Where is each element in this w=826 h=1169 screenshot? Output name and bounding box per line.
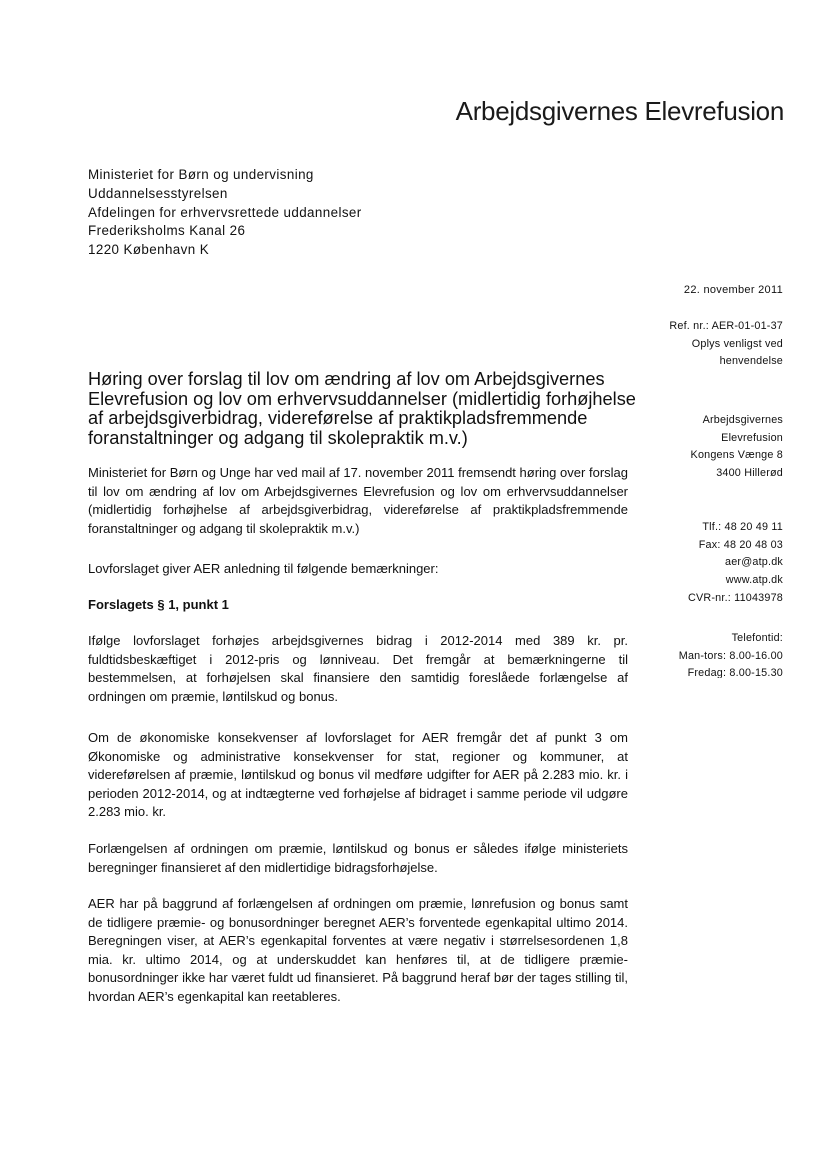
- phone-number: Tlf.: 48 20 49 11: [702, 521, 783, 533]
- phone-hours-line: Fredag: 8.00-15.30: [687, 667, 783, 678]
- body-paragraph: Ministeriet for Børn og Unge har ved mail af 17. november 2011 fremsendt høring over forslag til lov om ændring af lov om Arbejdsgivernes Elevrefusion og lov om erhvervsuddannelser (midlertidig forhøjhelse af arbejdsgiverbidrag, videreførelse af praktikpladsfremmende foranstaltninger og adgang til skolepraktik m.v.): [88, 465, 628, 536]
- reference-line: Oplys venligst ved: [691, 337, 783, 350]
- recipient-line: 1220 København K: [88, 242, 210, 258]
- sender-address: [691, 412, 783, 483]
- letter-date: 22. november 2011: [683, 284, 783, 296]
- sender-address-line: Elevrefusion: [721, 431, 783, 444]
- email-address: aer@atp.dk: [725, 556, 783, 569]
- phone-hours: [679, 630, 783, 678]
- website-address: www.atp.dk: [725, 574, 783, 587]
- recipient-address: [88, 166, 362, 260]
- reference-line: Ref. nr.: AER-01-01-37: [669, 320, 783, 332]
- sender-address-line: 3400 Hillerød: [716, 467, 783, 480]
- sender-address-line: Arbejdsgivernes: [702, 414, 783, 426]
- body-paragraph: AER har på baggrund af forlængelsen af ordningen om præmie, lønrefusion og bonus samt de tidligere præmie- og bonusordninger beregnet AER’s forventede egenkapital ultimo 2014. Beregningen viser, at AER’s egenkapital forventes at være negativ i størrelsesordenen 1,8 mia. kr. ultimo 2014, og at underskuddet kan henføres til, at de tidligere præmie-bonusordninger ikke har været fuldt ud finansieret. På baggrund heraf bør der tages stilling til, hvordan AER’s egenkapital kan reetableres.: [88, 896, 628, 1004]
- phone-hours-line: Man-tors: 8.00-16.00: [678, 649, 783, 662]
- sender-address-line: Kongens Vænge 8: [690, 449, 783, 462]
- organization-logo-text: Arbejdsgivernes Elevrefusion: [455, 96, 784, 126]
- body-paragraph: Om de økonomiske konsekvenser af lovforslaget for AER fremgår det af punkt 3 om Økonomiske og administrative konsekvenser for stat, regioner og kommuner, at videreførelsen af præmie, løntilskud og bonus vil medføre udgifter for AER på 2.283 mio. kr. i perioden 2012-2014, og at indtægterne ved forhøjelse af bidraget i samme periode vil udgøre 2.283 mio. kr.: [88, 730, 628, 819]
- recipient-line: Afdelingen for erhvervsrettede uddannelser: [88, 204, 362, 220]
- recipient-line: Uddannelsesstyrelsen: [88, 185, 228, 201]
- phone-hours-label: Telefontid:: [731, 632, 783, 644]
- recipient-line: Ministeriet for Børn og undervisning: [88, 167, 314, 182]
- body-paragraph: Forlængelsen af ordningen om præmie, løntilskud og bonus er således ifølge ministeriets beregninger finansieret af den midlertidige bidragsforhøjelse.: [88, 841, 628, 875]
- section-title: Forslagets § 1, punkt 1: [88, 597, 229, 612]
- letter-heading: Høring over forslag til lov om ændring af lov om Arbejdsgivernes Elevrefusion og lov om erhvervsuddannelser (midlertidig forhøjhelse af arbejdsgiverbidrag, videreførelse af praktikpladsfremmende foranstaltninger og adgang til skolepraktik m.v.): [88, 369, 636, 448]
- reference-line: henvendelse: [719, 355, 783, 368]
- cvr-number: CVR-nr.: 11043978: [687, 591, 783, 604]
- recipient-line: Frederiksholms Kanal 26: [88, 223, 246, 239]
- reference-block: [669, 318, 783, 371]
- body-paragraph: Lovforslaget giver AER anledning til følgende bemærkninger:: [88, 561, 439, 576]
- fax-number: Fax: 48 20 48 03: [698, 538, 783, 551]
- contact-block: [688, 519, 783, 608]
- body-paragraph: Ifølge lovforslaget forhøjes arbejdsgivernes bidrag i 2012-2014 med 389 kr. pr. fuldtidsbeskæftiget i 2012-pris og lønniveau. Det fremgår at bemærkningerne til bestemmelsen, at forhøjelsen skal finansiere den samtidig foreslåede forlængelse af ordningen om præmie, løntilskud og bonus.: [88, 633, 628, 704]
